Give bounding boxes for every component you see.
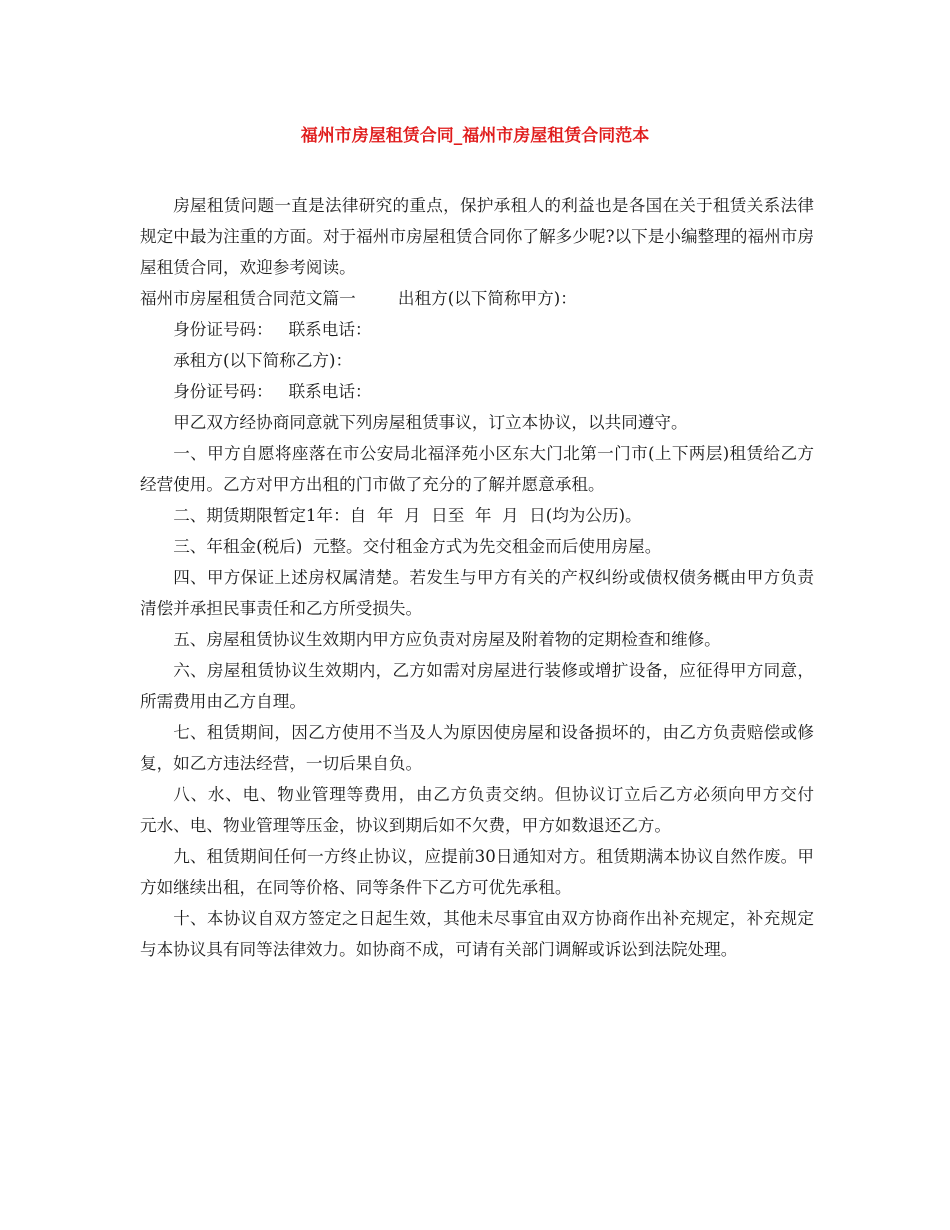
clause-4: 四、甲方保证上述房权属清楚。若发生与甲方有关的产权纠纷或债权债务概由甲方负责清偿并承担民事责任和乙方所受损失。	[140, 568, 814, 618]
clause-5: 五、房屋租赁协议生效期内甲方应负责对房屋及附着物的定期检查和维修。	[173, 630, 721, 649]
clause-6: 六、房屋租赁协议生效期内，乙方如需对房屋进行装修或增扩设备，应征得甲方同意，所需费用由乙方自理。	[140, 661, 814, 711]
document-body	[140, 190, 825, 965]
paragraph-lessee-id: 身份证号码： 联系电话：	[173, 382, 372, 401]
paragraph-lessor-id: 身份证号码： 联系电话：	[173, 320, 372, 339]
clause-7: 七、租赁期间，因乙方使用不当及人为原因使房屋和设备损坏的，由乙方负责赔偿或修复，如乙方违法经营，一切后果自负。	[140, 723, 814, 773]
clause-1: 一、甲方自愿将座落在市公安局北福泽苑小区东大门北第一门市(上下两层)租赁给乙方经营使用。乙方对甲方出租的门市做了充分的了解并愿意承租。	[140, 444, 814, 494]
clause-9: 九、租赁期间任何一方终止协议，应提前30日通知对方。租赁期满本协议自然作废。甲方如继续出租，在同等价格、同等条件下乙方可优先承租。	[140, 847, 814, 897]
clause-2: 二、期赁期限暂定1年：自 年 月 日至 年 月 日(均为公历)。	[173, 506, 642, 525]
paragraph-intro: 房屋租赁问题一直是法律研究的重点，保护承租人的利益也是各国在关于租赁关系法律规定中最为注重的方面。对于福州市房屋租赁合同你了解多少呢?以下是小编整理的福州市房屋租赁合同，欢迎参考阅读。	[140, 196, 814, 277]
paragraph-contract-heading: 福州市房屋租赁合同范文篇一 出租方(以下简称甲方)：	[140, 289, 577, 308]
paragraph-lessee: 承租方(以下简称乙方)：	[173, 351, 353, 370]
clause-8: 八、水、电、物业管理等费用，由乙方负责交纳。但协议订立后乙方必须向甲方交付 元水、电、物业管理等压金，协议到期后如不欠费，甲方如数退还乙方。	[140, 785, 825, 835]
clause-10: 十、本协议自双方签定之日起生效，其他未尽事宜由双方协商作出补充规定，补充规定与本协议具有同等法律效力。如协商不成，可请有关部门调解或诉讼到法院处理。	[140, 909, 814, 959]
paragraph-agreement: 甲乙双方经协商同意就下列房屋租赁事议，订立本协议，以共同遵守。	[173, 413, 688, 432]
clause-3: 三、年租金(税后) 元整。交付租金方式为先交租金而后使用房屋。	[173, 537, 662, 556]
document-title: 福州市房屋租赁合同_福州市房屋租赁合同范本	[300, 126, 650, 146]
